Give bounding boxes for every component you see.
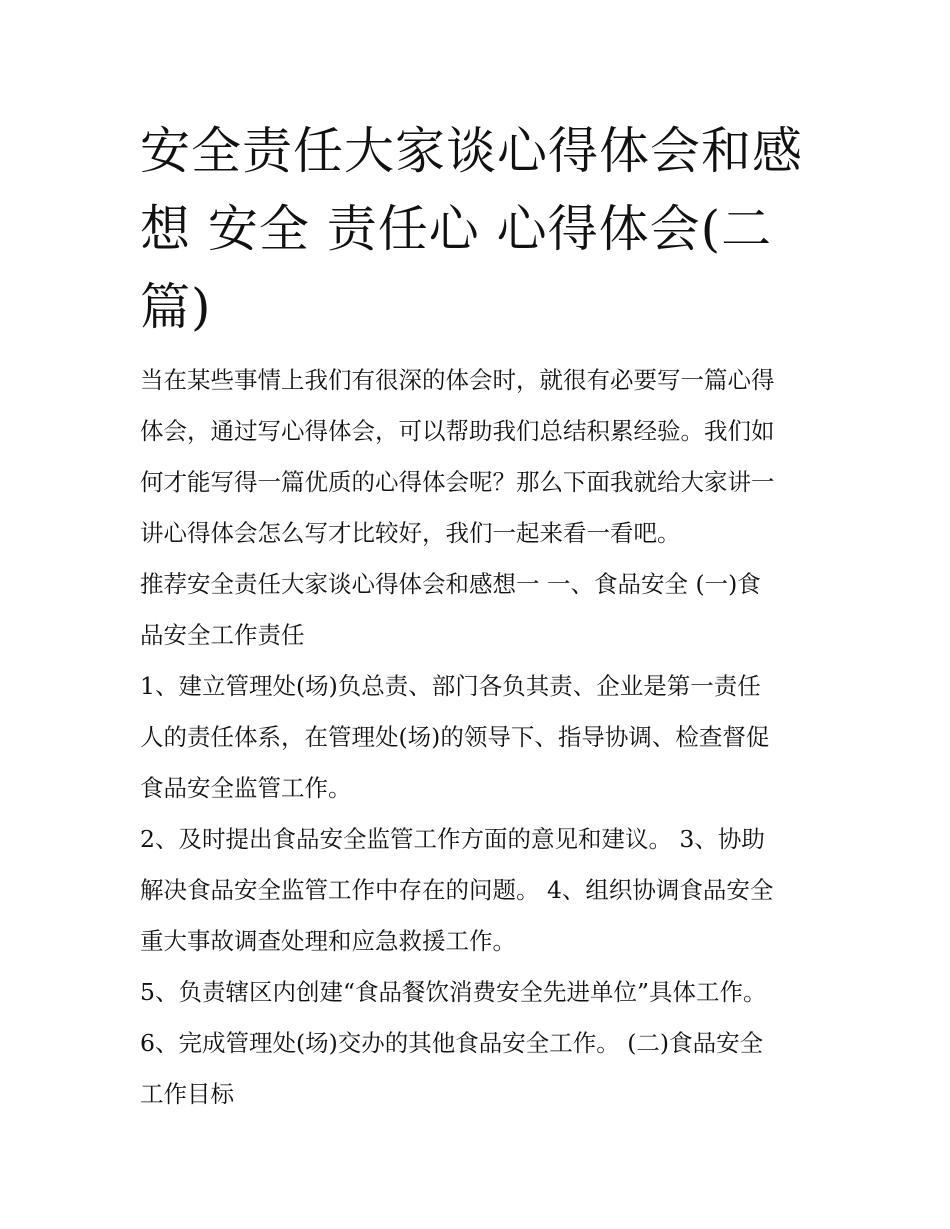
text-line: 1、建立管理处(场)负总责、部门各负其责、企业是第一责任 — [140, 672, 761, 700]
item-1-paragraph — [140, 661, 830, 814]
title-line: 篇) — [140, 278, 212, 336]
text-line: 5、负责辖区内创建“食品餐饮消费安全先进单位”具体工作。 — [140, 978, 767, 1006]
text-line: 2、及时提出食品安全监管工作方面的意见和建议。 3、协助 — [140, 825, 765, 853]
item-5-paragraph — [140, 967, 830, 1018]
item-2-4-paragraph — [140, 814, 830, 967]
title-line: 安全责任大家谈心得体会和感 — [140, 122, 803, 180]
text-line: 重大事故调查处理和应急救援工作。 — [140, 927, 516, 955]
title-line: 想 安全 责任心 心得体会(二 — [140, 200, 773, 258]
text-line: 当在某些事情上我们有很深的体会时，就很有必要写一篇心得 — [140, 366, 775, 394]
item-6-paragraph — [140, 1018, 830, 1120]
text-line: 人的责任体系，在管理处(场)的领导下、指导协调、检查督促 — [140, 723, 770, 751]
text-line: 何才能写得一篇优质的心得体会呢？那么下面我就给大家讲一 — [140, 468, 775, 496]
text-line: 解决食品安全监管工作中存在的问题。 4、组织协调食品安全 — [140, 876, 774, 904]
section-heading-paragraph — [140, 559, 830, 661]
text-line: 品安全工作责任 — [140, 621, 305, 649]
text-line: 体会，通过写心得体会，可以帮助我们总结积累经验。我们如 — [140, 417, 775, 445]
text-line: 6、完成管理处(场)交办的其他食品安全工作。 (二)食品安全 — [140, 1029, 764, 1057]
text-line: 讲心得体会怎么写才比较好，我们一起来看一看吧。 — [140, 519, 681, 547]
text-line: 推荐安全责任大家谈心得体会和感想一 一、食品安全 (一)食 — [140, 570, 761, 598]
document-body — [140, 355, 830, 1120]
text-line: 食品安全监管工作。 — [140, 774, 352, 802]
document-title — [140, 112, 820, 346]
intro-paragraph — [140, 355, 830, 559]
text-line: 工作目标 — [140, 1080, 234, 1108]
